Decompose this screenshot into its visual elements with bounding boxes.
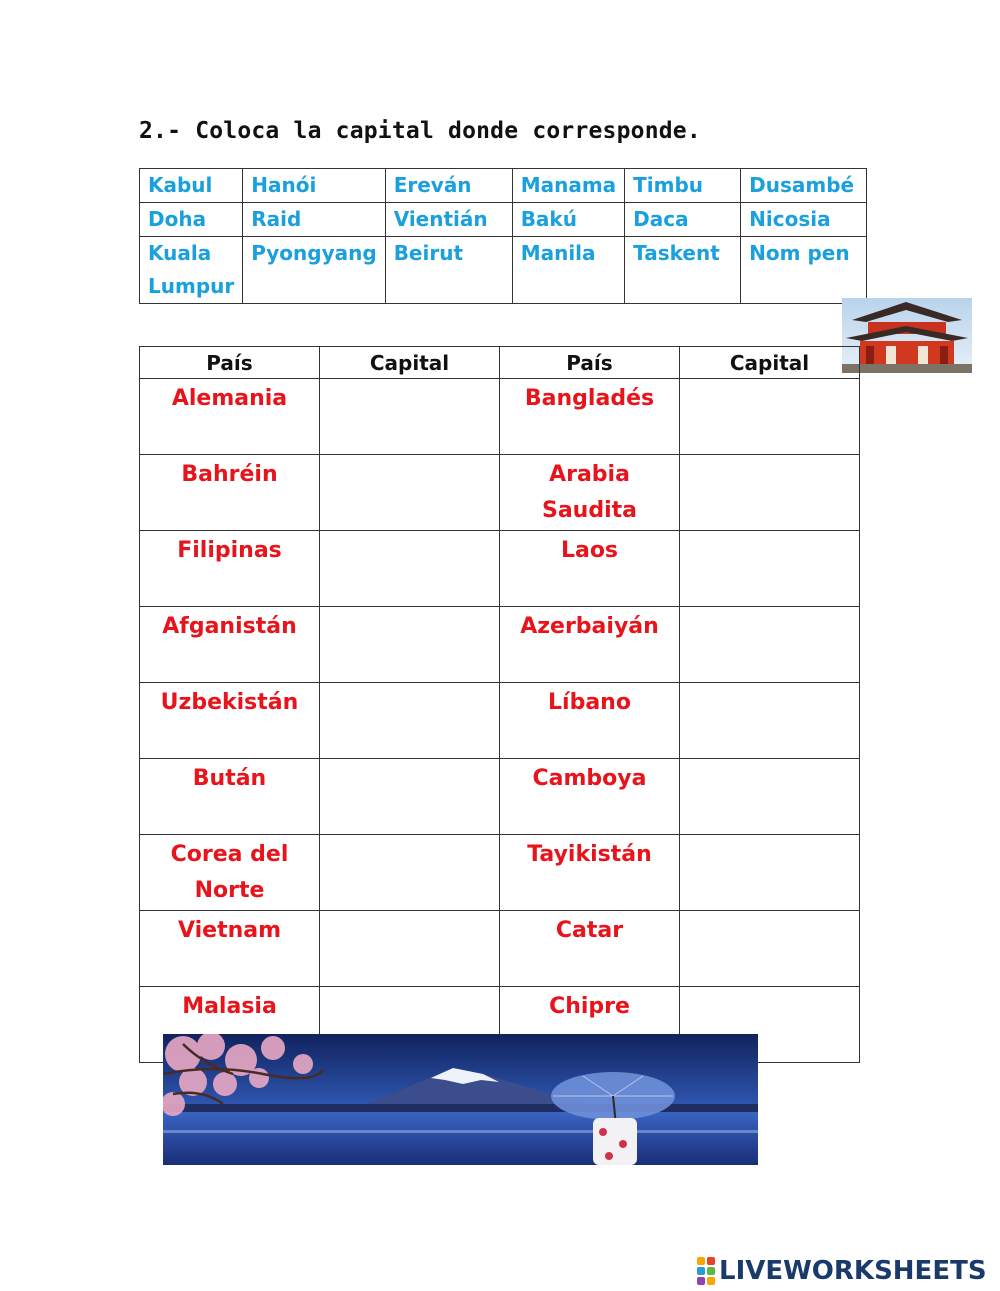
liveworksheets-logo <box>697 1256 987 1286</box>
country-cell: Bangladés <box>500 379 680 455</box>
mount-fuji-cherry-blossom-image <box>163 1034 758 1165</box>
column-header: País <box>500 347 680 379</box>
capital-answer-cell[interactable] <box>680 759 860 835</box>
country-cell: Uzbekistán <box>140 683 320 759</box>
capital-word: Beirut <box>385 237 512 304</box>
table-row <box>140 169 867 203</box>
capital-word: Nicosia <box>741 203 867 237</box>
capital-word: Dusambé <box>741 169 867 203</box>
country-cell: Azerbaiyán <box>500 607 680 683</box>
country-cell: Líbano <box>500 683 680 759</box>
country-cell: Bután <box>140 759 320 835</box>
capital-answer-cell[interactable] <box>320 683 500 759</box>
table-row <box>140 759 860 835</box>
table-row <box>140 455 860 531</box>
capital-answer-cell[interactable] <box>680 607 860 683</box>
table-row <box>140 835 860 911</box>
table-row <box>140 379 860 455</box>
column-header: País <box>140 347 320 379</box>
capital-word: Kabul <box>140 169 243 203</box>
table-row <box>140 607 860 683</box>
table-row <box>140 531 860 607</box>
capital-word: Daca <box>625 203 741 237</box>
capital-word: Kuala Lumpur <box>140 237 243 304</box>
column-header: Capital <box>320 347 500 379</box>
capital-word: Manila <box>512 237 624 304</box>
table-header-row <box>140 347 860 379</box>
capital-word: Hanói <box>243 169 385 203</box>
capital-word: Ereván <box>385 169 512 203</box>
capital-word: Manama <box>512 169 624 203</box>
capital-answer-cell[interactable] <box>320 531 500 607</box>
country-cell: Vietnam <box>140 911 320 987</box>
countries-table <box>139 346 860 1063</box>
capital-answer-cell[interactable] <box>680 683 860 759</box>
capital-answer-cell[interactable] <box>680 455 860 531</box>
country-cell: Arabia Saudita <box>500 455 680 531</box>
country-cell: Malasia <box>140 987 320 1063</box>
country-cell: Laos <box>500 531 680 607</box>
country-cell: Bahréin <box>140 455 320 531</box>
logo-text: LIVEWORKSHEETS <box>719 1256 987 1286</box>
capital-word: Doha <box>140 203 243 237</box>
capital-answer-cell[interactable] <box>320 911 500 987</box>
capital-word: Nom pen <box>741 237 867 304</box>
capital-answer-cell[interactable] <box>320 379 500 455</box>
country-cell: Filipinas <box>140 531 320 607</box>
table-row <box>140 237 867 304</box>
table-row <box>140 911 860 987</box>
capital-word: Taskent <box>625 237 741 304</box>
capital-answer-cell[interactable] <box>320 455 500 531</box>
capital-word: Bakú <box>512 203 624 237</box>
country-cell: Tayikistán <box>500 835 680 911</box>
capital-answer-cell[interactable] <box>680 835 860 911</box>
country-cell: Catar <box>500 911 680 987</box>
logo-mark-icon <box>697 1257 715 1285</box>
country-cell: Corea del Norte <box>140 835 320 911</box>
capital-answer-cell[interactable] <box>320 835 500 911</box>
capital-word: Pyongyang <box>243 237 385 304</box>
capital-answer-cell[interactable] <box>680 379 860 455</box>
country-cell: Camboya <box>500 759 680 835</box>
capital-answer-cell[interactable] <box>320 607 500 683</box>
exercise-title: 2.- Coloca la capital donde corresponde. <box>139 118 701 144</box>
capital-word: Timbu <box>625 169 741 203</box>
capital-word: Raid <box>243 203 385 237</box>
capital-answer-cell[interactable] <box>680 531 860 607</box>
capitals-word-bank <box>139 168 867 304</box>
country-cell: Alemania <box>140 379 320 455</box>
country-cell: Afganistán <box>140 607 320 683</box>
japanese-temple-image <box>842 298 972 373</box>
column-header: Capital <box>680 347 860 379</box>
capital-answer-cell[interactable] <box>680 911 860 987</box>
capital-answer-cell[interactable] <box>320 759 500 835</box>
country-cell: Chipre <box>500 987 680 1063</box>
table-row <box>140 683 860 759</box>
table-row <box>140 203 867 237</box>
capital-word: Vientián <box>385 203 512 237</box>
